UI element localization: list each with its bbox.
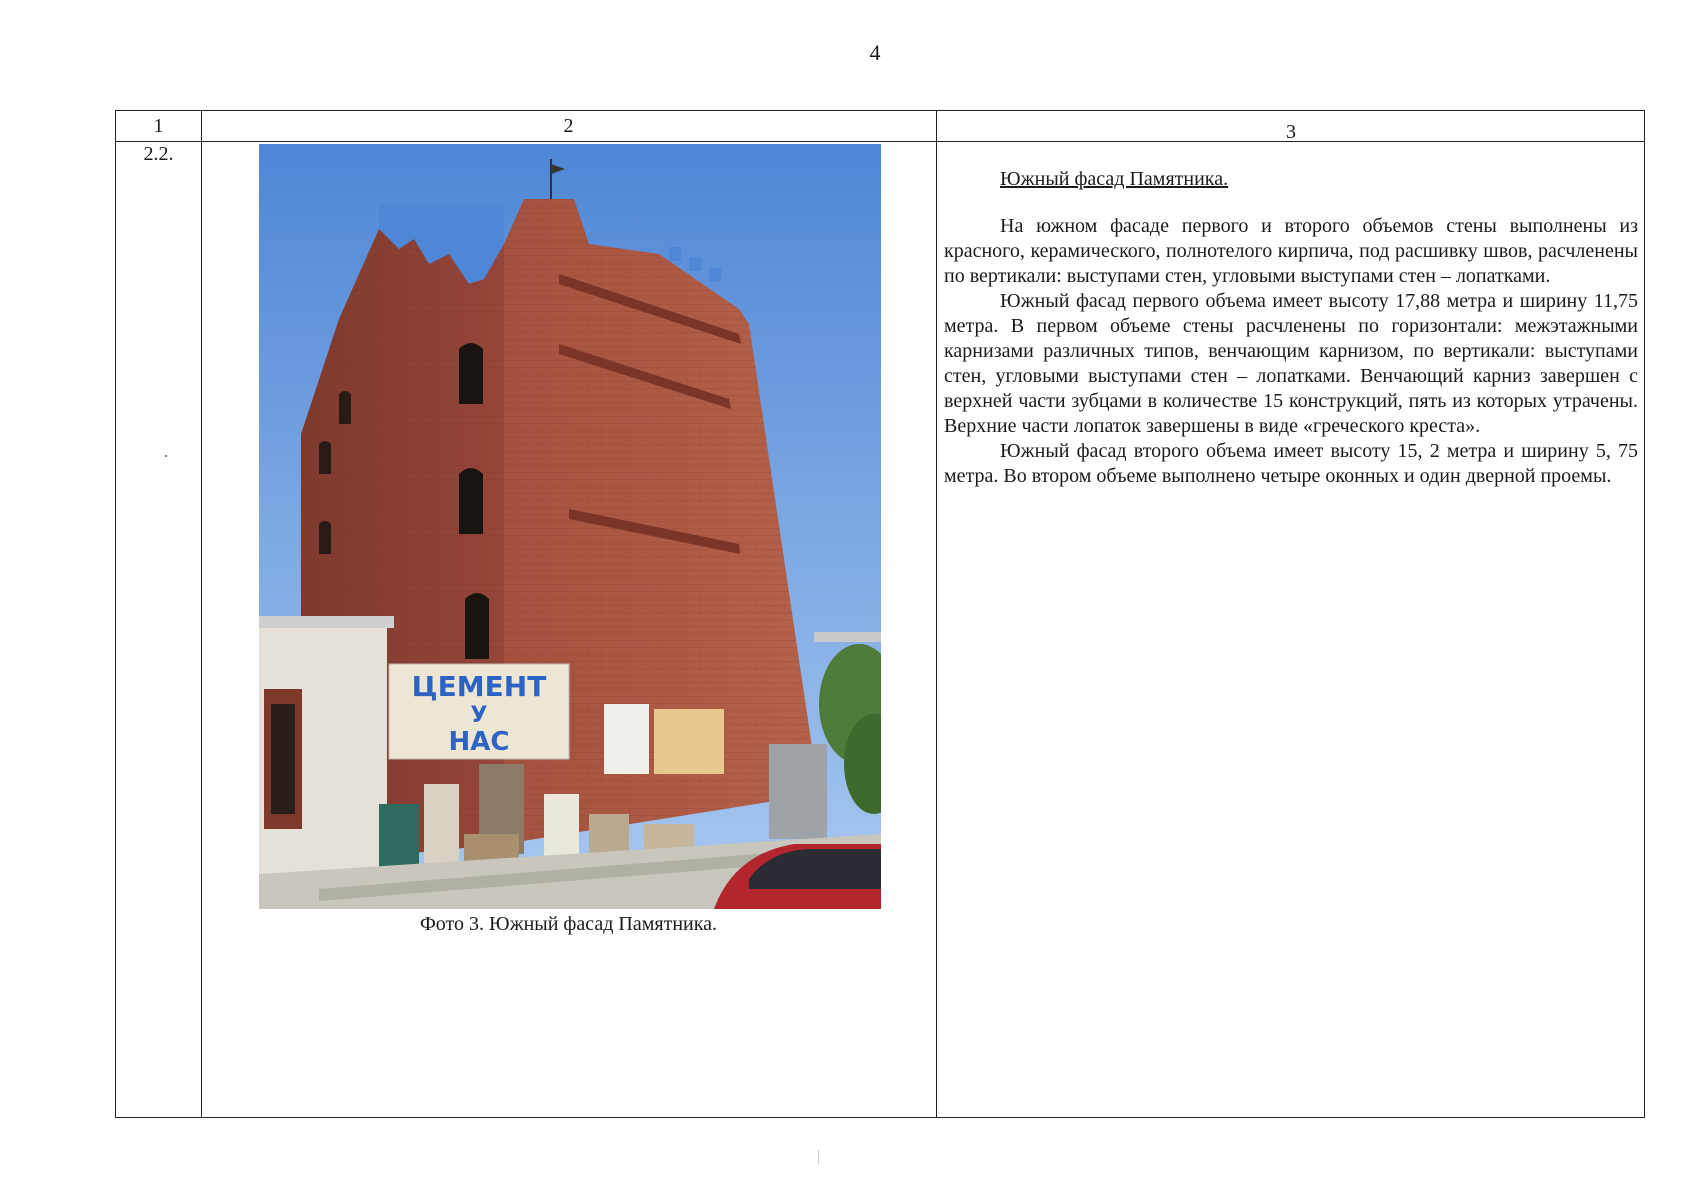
table-header-col-2: 2 xyxy=(563,115,574,137)
table-column-divider xyxy=(936,111,937,1117)
signboard-line-2: У xyxy=(470,703,488,728)
description-paragraph: Южный фасад второго объема имеет высоту 15, 2 метра и ширину 5, 75 метра. Во втором объеме выполнено четыре оконных и один дверной проемы. xyxy=(944,440,1638,487)
description-text xyxy=(944,167,1638,489)
row-number: 2.2. xyxy=(143,143,174,165)
scan-speck xyxy=(165,455,167,457)
signboard-line-1: ЦЕМЕНТ xyxy=(411,670,547,703)
photo-caption: Фото 3. Южный фасад Памятника. xyxy=(419,913,718,935)
table-header-col-1: 1 xyxy=(153,115,164,137)
facade-photo xyxy=(259,144,881,909)
description-paragraph: На южном фасаде первого и второго объемов стены выполнены из красного, керамического, полнотелого кирпича, под расшивку швов, расчленены по вертикали: выступами стен, угловыми выступами стен – лопатками. xyxy=(944,215,1638,287)
description-paragraph: Южный фасад первого объема имеет высоту 17,88 метра и ширину 11,75 метра. В первом объеме стены расчленены по горизонтали: межэтажными карнизами различных типов, венчающим карнизом, по вертикали: выступами стен, угловыми выступами стен – лопатками. Венчающий карниз завершен с верхней части зубцами в количестве 15 конструкций, пять из которых утрачены. Верхние части лопаток завершены в виде «греческого креста». xyxy=(944,290,1638,437)
scan-mark xyxy=(818,1150,819,1164)
table-column-divider xyxy=(201,111,202,1117)
page-number: 4 xyxy=(869,40,881,65)
signboard-line-3: НАС xyxy=(448,727,510,757)
document-table xyxy=(115,110,1645,1118)
table-header-col-3: 3 xyxy=(1286,121,1296,143)
description-heading: Южный фасад Памятника. xyxy=(1000,168,1229,190)
